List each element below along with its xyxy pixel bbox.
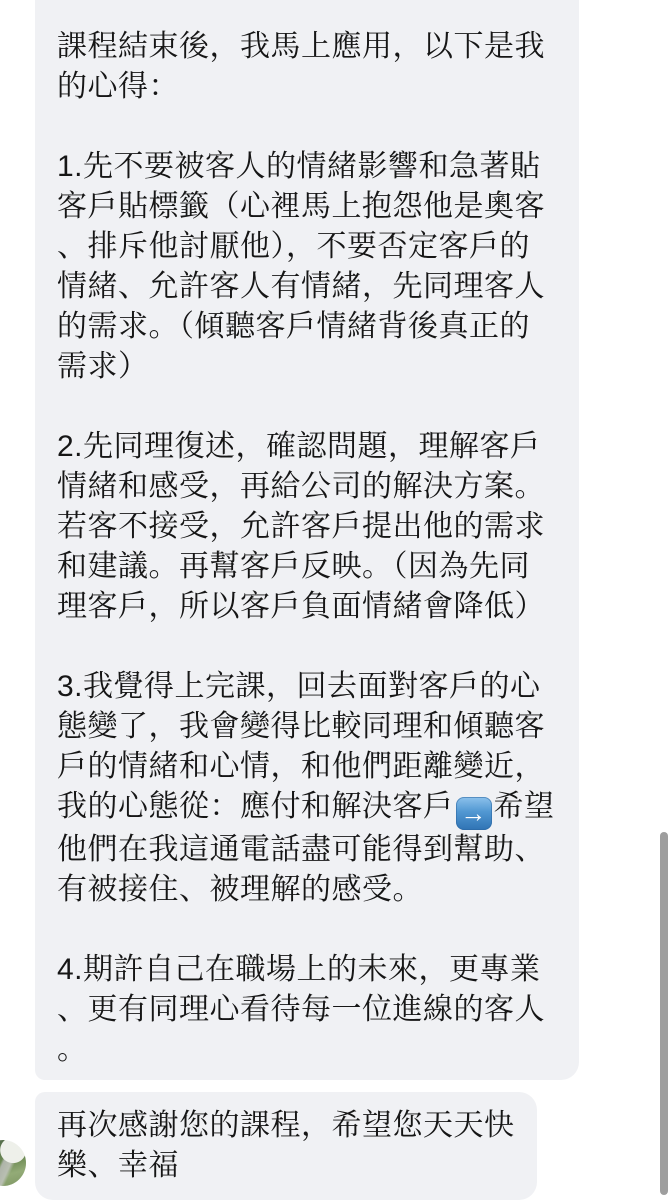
scrollbar-thumb[interactable] <box>660 832 668 1195</box>
message-column <box>35 0 579 1200</box>
right-arrow-glyph: → <box>460 798 487 828</box>
paragraph-point-4: 4.期許自己在職場上的未來，更專業、更有同理心看待每一位進線的客人。 <box>57 952 545 1066</box>
paragraph-intro: 課程結束後，我馬上應用，以下是我的心得： <box>57 30 545 103</box>
right-arrow-emoji <box>456 797 492 830</box>
avatar[interactable] <box>0 1140 26 1186</box>
paragraph-point-3-part2: 希望他們在我這通電話盡可能得到幫助、有被接住、被理解的感受。 <box>57 790 555 906</box>
paragraph-point-3 <box>57 667 557 910</box>
message-bubble-followup[interactable] <box>35 1092 537 1200</box>
paragraph-point-2: 2.先同理復述，確認問題，理解客戶情緒和感受，再給公司的解決方案。若客不接受，允許客戶提出他的需求和建議。再幫客戶反映。（因為先同理客戶，所以客戶負面情緒會降低） <box>57 430 545 623</box>
paragraph-point-1: 1.先不要被客人的情緒影響和急著貼客戶貼標籤（心裡馬上抱怨他是奧客、排斥他討厭他），不要否定客戶的情緒、允許客人有情緒，先同理客人的需求。（傾聽客戶情緒背後真正的需求） <box>57 150 545 383</box>
followup-text: 再次感謝您的課程，希望您天天快樂、幸福 <box>57 1108 515 1182</box>
message-bubble-main[interactable] <box>35 0 579 1080</box>
paragraph-point-3-part1: 3.我覺得上完課，回去面對客戶的心態變了，我會變得比較同理和傾聽客戶的情緒和心情，和他們距離變近，我的心態從：應付和解決客戶 <box>57 670 545 823</box>
